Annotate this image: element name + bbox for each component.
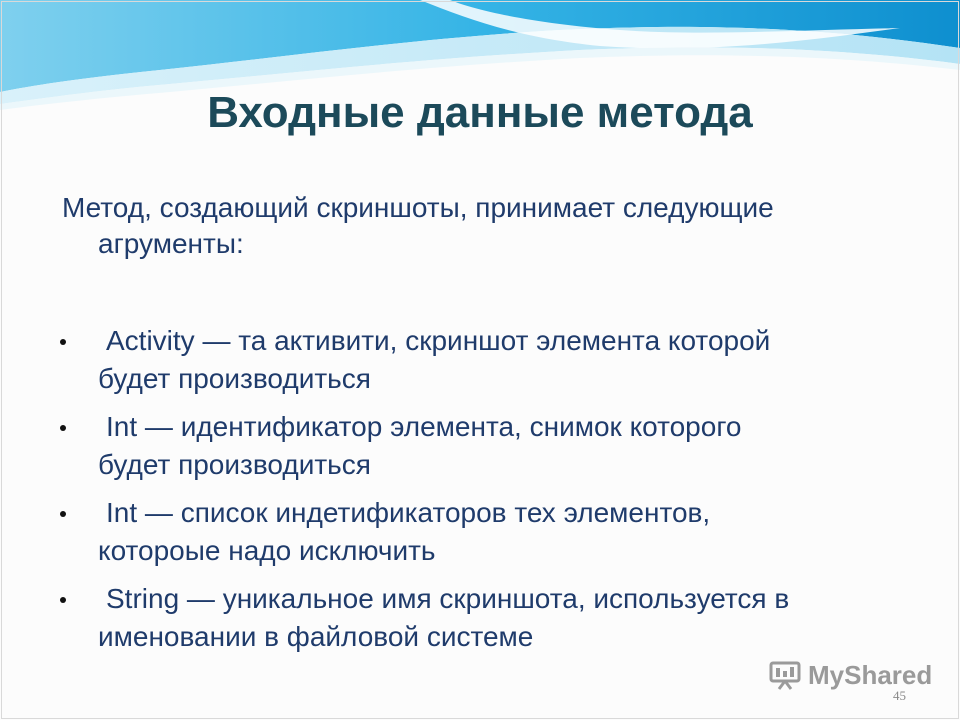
list-item	[56, 322, 896, 398]
list-item-line-1: Int — идентификатор элемента, снимок которого	[106, 411, 742, 442]
myshared-watermark[interactable]	[768, 658, 932, 692]
list-item-line-1: Activity — та активити, скриншот элемента которой	[106, 325, 771, 356]
bullet-dot-icon	[60, 511, 66, 517]
bullet-dot-icon	[60, 339, 66, 345]
intro-line-2: агрументы:	[98, 228, 244, 259]
watermark-text: MyShared	[808, 659, 933, 690]
list-item-line-2: котороые надо исключить	[98, 535, 436, 566]
presentation-board-icon	[768, 660, 802, 690]
list-item-line-2: будет производиться	[98, 449, 371, 480]
list-item	[56, 494, 896, 570]
bullet-dot-icon	[60, 597, 66, 603]
list-item	[56, 408, 896, 484]
list-item	[56, 580, 896, 656]
page-number: 45	[893, 688, 906, 703]
list-item-line-1: String — уникальное имя скриншота, используется в	[106, 583, 790, 614]
list-item-line-2: будет производиться	[98, 363, 371, 394]
list-item-line-2: именовании в файловой системе	[98, 621, 534, 652]
slide-title: Входные данные метода	[207, 88, 753, 137]
intro-line-1: Метод, создающий скриншоты, принимает следующие	[62, 192, 774, 223]
list-item-line-1: Int — список индетификаторов тех элементов,	[106, 497, 711, 528]
bullet-dot-icon	[60, 425, 66, 431]
